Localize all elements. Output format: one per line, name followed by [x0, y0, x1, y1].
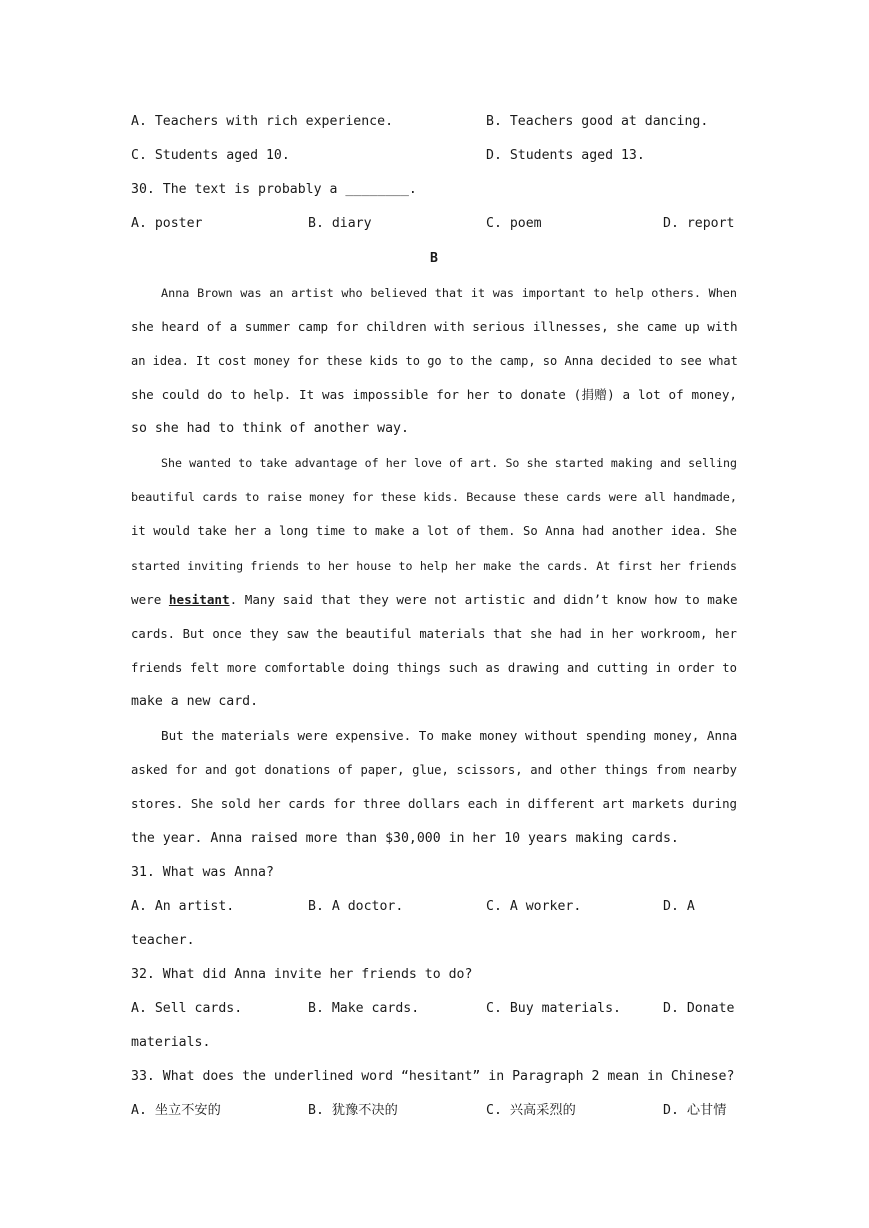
q32-option-b: B. Make cards.	[308, 1001, 420, 1016]
paragraph-2-line-1: She wanted to take advantage of her love of art. So she started making and selling	[161, 456, 737, 470]
q30-option-c: C. poem	[486, 216, 542, 231]
paragraph-1-line-2: she heard of a summer camp for children with serious illnesses, she came up with	[131, 319, 738, 334]
q32-option-c: C. Buy materials.	[486, 1001, 621, 1016]
q32-option-d: D. Donate	[663, 1001, 735, 1016]
paragraph-2-line-7: friends felt more comfortable doing things such as drawing and cutting in order to	[131, 661, 737, 675]
q31-option-a: A. An artist.	[131, 899, 235, 914]
paragraph-1-line-1: Anna Brown was an artist who believed that it was important to help others. When	[161, 286, 737, 300]
q29-option-c: C. Students aged 10.	[131, 148, 290, 163]
q33-option-a: A. 坐立不安的	[131, 1103, 221, 1118]
q31-stem: 31. What was Anna?	[131, 865, 274, 880]
paragraph-1-line-4: she could do to help. It was impossible for her to donate (捐赠) a lot of money,	[131, 387, 737, 402]
q33-option-b: B. 犹豫不决的	[308, 1103, 398, 1118]
q33-option-c: C. 兴高采烈的	[486, 1103, 576, 1118]
paragraph-1-line-5: so she had to think of another way.	[131, 421, 409, 436]
paragraph-1-line-3: an idea. It cost money for these kids to go to the camp, so Anna decided to see what	[131, 354, 738, 368]
paragraph-3-line-4: the year. Anna raised more than $30,000 in her 10 years making cards.	[131, 831, 679, 846]
q33-stem: 33. What does the underlined word “hesitant” in Paragraph 2 mean in Chinese?	[131, 1069, 735, 1084]
q29-option-d: D. Students aged 13.	[486, 148, 645, 163]
q31-option-b: B. A doctor.	[308, 899, 404, 914]
p2-text-after: . Many said that they were not artistic and didn’t know how to make	[229, 592, 738, 607]
q30-option-d: D. report	[663, 216, 735, 231]
q33-option-d: D. 心甘情	[663, 1103, 727, 1118]
q31-option-d-wrap: teacher.	[131, 933, 195, 948]
paragraph-2-line-8: make a new card.	[131, 694, 259, 709]
paragraph-3-line-2: asked for and got donations of paper, glue, scissors, and other things from nearby	[131, 763, 737, 777]
paragraph-2-line-6: cards. But once they saw the beautiful materials that she had in her workroom, her	[131, 627, 737, 641]
paragraph-2-line-2: beautiful cards to raise money for these kids. Because these cards were all handmade,	[131, 490, 737, 504]
q31-option-c: C. A worker.	[486, 899, 582, 914]
paragraph-2-line-3: it would take her a long time to make a lot of them. So Anna had another idea. She	[131, 524, 737, 538]
q30-stem: 30. The text is probably a ________.	[131, 182, 417, 197]
q29-option-b: B. Teachers good at dancing.	[486, 114, 709, 129]
paragraph-2-line-5	[131, 591, 737, 609]
q29-option-a: A. Teachers with rich experience.	[131, 114, 394, 129]
paragraph-3-line-1: But the materials were expensive. To make money without spending money, Anna	[161, 728, 738, 743]
p2-text-before: were	[131, 592, 169, 607]
section-heading: B	[430, 251, 438, 266]
q32-option-d-wrap: materials.	[131, 1035, 211, 1050]
q31-option-d: D. A	[663, 899, 695, 914]
underlined-word-hesitant: hesitant	[168, 592, 230, 607]
q32-option-a: A. Sell cards.	[131, 1001, 243, 1016]
q30-option-a: A. poster	[131, 216, 203, 231]
paragraph-2-line-4: started inviting friends to her house to help her make the cards. At first her friends	[131, 559, 737, 573]
q32-stem: 32. What did Anna invite her friends to do?	[131, 967, 473, 982]
q30-option-b: B. diary	[308, 216, 372, 231]
paragraph-3-line-3: stores. She sold her cards for three dollars each in different art markets during	[131, 796, 737, 811]
